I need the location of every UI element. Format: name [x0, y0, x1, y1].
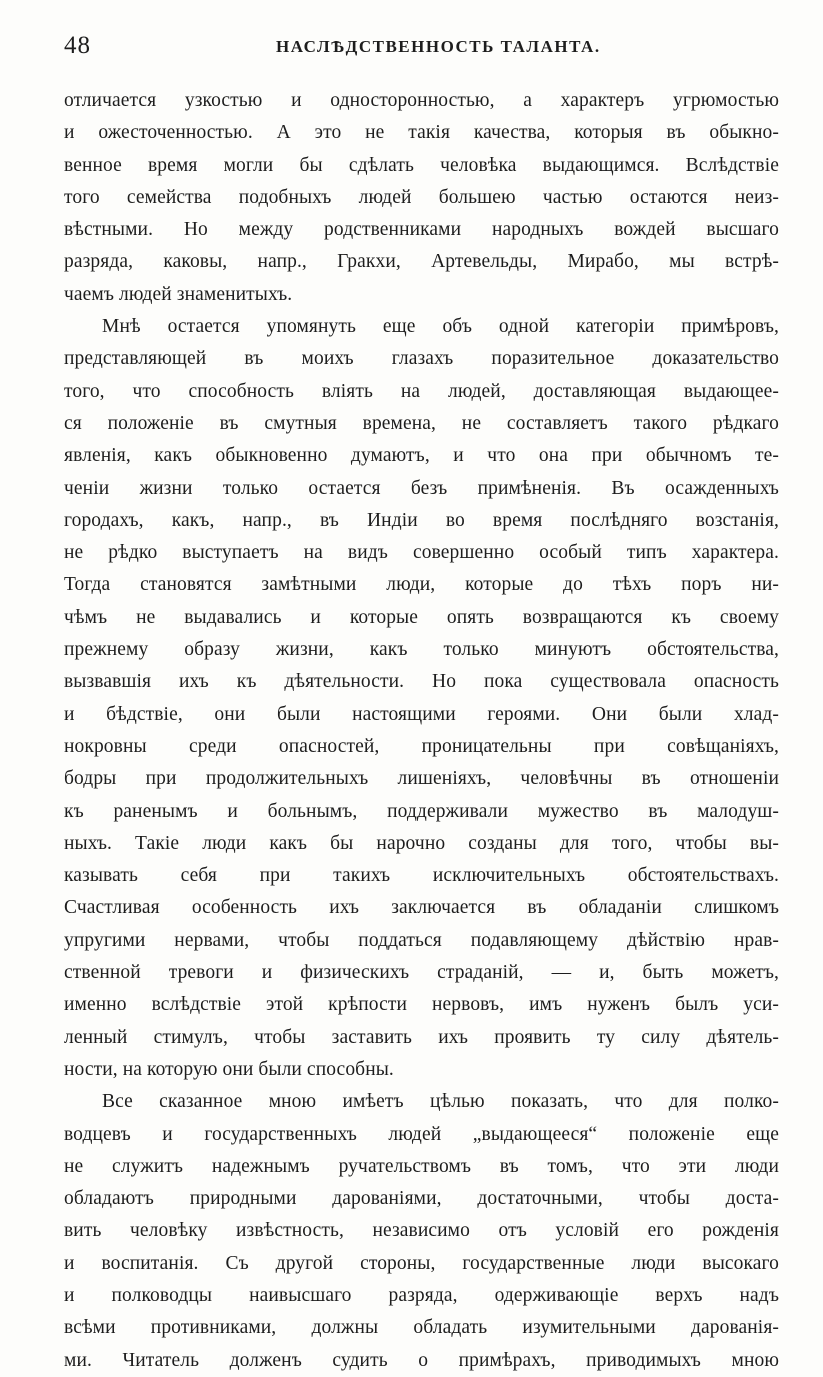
text-line: ми. Читатель долженъ судить о примѣрахъ, приводимыхъ мною — [64, 1349, 779, 1371]
text-line: нокровны среди опасностей, проницательны при совѣщаніяхъ, — [64, 735, 779, 757]
text-line: именно вслѣдствіе этой крѣпости нервовъ, имъ нуженъ былъ уси- — [64, 994, 779, 1016]
book-page — [64, 0, 779, 1371]
text-line: Тогда становятся замѣтными люди, которые до тѣхъ поръ ни- — [64, 574, 779, 596]
text-line: казывать себя при такихъ исключительныхъ обстоятельствахъ. — [64, 865, 779, 887]
text-line: обладаютъ природными дарованіями, достаточными, чтобы доста- — [64, 1188, 779, 1210]
text-line: разряда, каковы, напр., Гракхи, Артевельды, Мирабо, мы встрѣ- — [64, 251, 779, 273]
text-line: отличается узкостью и односторонностью, а характеръ угрюмостью — [64, 90, 779, 111]
paragraph-3 — [64, 1086, 779, 1377]
text-line: Мнѣ остается упомянуть еще объ одной категоріи примѣровъ, — [102, 316, 779, 338]
paragraph-1 — [64, 85, 779, 311]
text-line: прежнему образу жизни, какъ только минуютъ обстоятельства, — [64, 639, 779, 661]
page-header — [64, 32, 779, 62]
text-line: чѣмъ не выдавались и которые опять возвращаются къ своему — [64, 606, 779, 628]
text-line: чаемъ людей знаменитыхъ. — [64, 283, 293, 305]
text-line: ленный стимулъ, чтобы заставить ихъ проявить ту силу дѣятель- — [64, 1026, 779, 1048]
text-line: къ раненымъ и больнымъ, поддерживали мужество въ малодуш- — [64, 800, 779, 822]
text-line: явленія, какъ обыкновенно думаютъ, и что она при обычномъ те- — [64, 445, 779, 467]
text-line: ныхъ. Такіе люди какъ бы нарочно созданы для того, чтобы вы- — [64, 832, 779, 854]
text-line: того, что способность вліять на людей, доставляющая выдающее- — [64, 380, 779, 402]
text-line: всѣми противниками, должны обладать изумительными дарованія- — [64, 1317, 779, 1339]
text-line: представляющей въ моихъ глазахъ поразительное доказательство — [64, 348, 779, 370]
text-line: венное время могли бы сдѣлать человѣка выдающимся. Вслѣдствіе — [64, 154, 779, 176]
paragraph-2 — [64, 311, 779, 1086]
text-line: ственной тревоги и физическихъ страданій, — и, быть можетъ, — [64, 962, 779, 984]
text-line: водцевъ и государственныхъ людей „выдающееся“ положеніе еще — [64, 1123, 779, 1145]
text-line: Все сказанное мною имѣетъ цѣлью показать, что для полко- — [102, 1091, 779, 1113]
text-line: и ожесточенностью. А это не такія качества, которыя въ обыкно- — [64, 122, 779, 144]
text-line: и воспитанія. Съ другой стороны, государственные люди высокаго — [64, 1252, 779, 1274]
text-line: не служитъ надежнымъ ручательствомъ въ томъ, что эти люди — [64, 1155, 779, 1177]
text-line: вѣстными. Но между родственниками народныхъ вождей высшаго — [64, 219, 779, 241]
text-line: того семейства подобныхъ людей большею частью остаются неиз- — [64, 186, 779, 208]
text-line: ся положеніе въ смутныя времена, не составляетъ такого рѣдкаго — [64, 412, 779, 434]
body-text — [64, 85, 779, 1377]
text-line: не рѣдко выступаетъ на видъ совершенно особый типъ характера. — [64, 542, 779, 564]
text-line: городахъ, какъ, напр., въ Индіи во время послѣдняго возстанія, — [64, 509, 779, 531]
page-number: 48 — [64, 32, 91, 59]
text-line: и полководцы наивысшаго разряда, одерживающіе верхъ надъ — [64, 1284, 779, 1306]
text-line: вить человѣку извѣстность, независимо отъ условій его рожденія — [64, 1220, 779, 1242]
running-title: НАСЛѢДСТВЕННОСТЬ ТАЛАНТА. — [276, 37, 601, 56]
text-line: упругими нервами, чтобы поддаться подавляющему дѣйствію нрав- — [64, 929, 779, 951]
text-line: бодры при продолжительныхъ лишеніяхъ, человѣчны въ отношеніи — [64, 768, 779, 790]
text-line: вызвавшія ихъ къ дѣятельности. Но пока существовала опасность — [64, 671, 779, 693]
text-line: ности, на которую они были способны. — [64, 1058, 394, 1080]
text-line: и бѣдствіе, они были настоящими героями. Они были хлад- — [64, 703, 779, 725]
text-line: Счастливая особенность ихъ заключается въ обладаніи слишкомъ — [64, 897, 779, 919]
text-line: ченіи жизни только остается безъ примѣненія. Въ осажденныхъ — [64, 477, 779, 499]
